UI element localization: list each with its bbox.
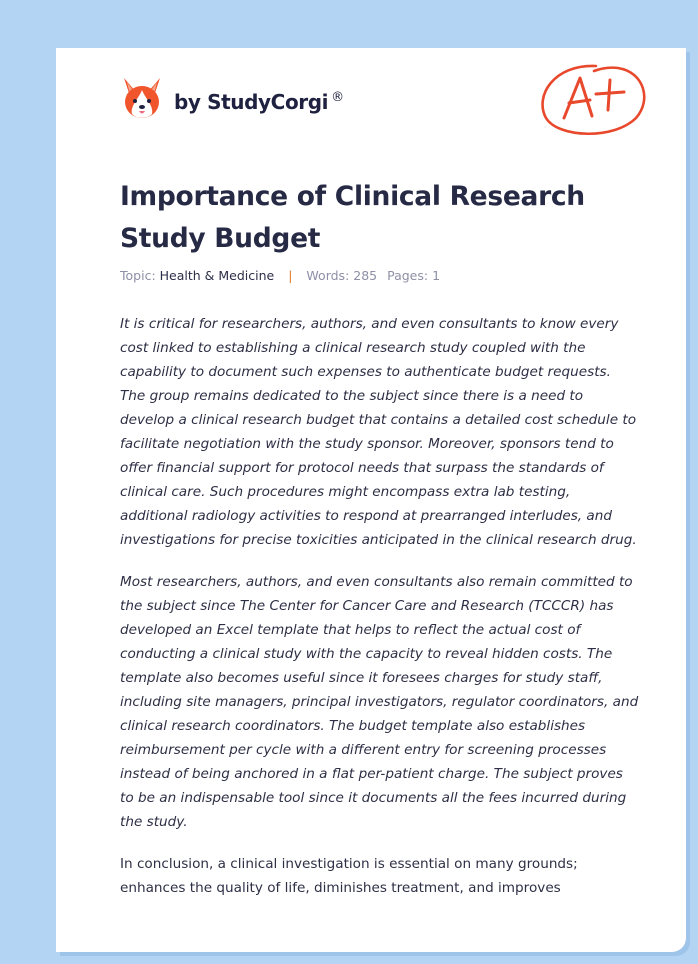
studycorgi-logo[interactable] bbox=[120, 74, 344, 124]
topic-link[interactable]: Health & Medicine bbox=[159, 268, 275, 283]
corgi-icon bbox=[120, 76, 164, 122]
words-count: 285 bbox=[353, 268, 378, 283]
pages-label: Pages: bbox=[387, 268, 429, 283]
meta-separator: | bbox=[288, 268, 293, 283]
essay-meta bbox=[120, 268, 440, 283]
paragraph: It is critical for researchers, authors, and even consultants to know every cost linked to establishing a clinical research study coupled with the capability to document such expenses to authenticate budget requests. The group remains dedicated to the subject since there is a need to develop a clinical research budget that contains a detailed cost schedule to facilitate negotiation with the study sponsor. Moreover, sponsors tend to offer financial support for protocol needs that surpass the standards of clinical care. Such procedures might encompass extra lab testing, additional radiology activities to respond at prearranged interludes, and investigations for precise toxicities anticipated in the clinical research drug. bbox=[120, 316, 637, 548]
paragraph: Most researchers, authors, and even consultants also remain committed to the subject since The Center for Cancer Care and Research (TCCCR) has developed an Excel template that helps to reflect the actual cost of conducting a clinical study with the capacity to reveal hidden costs. The template also becomes useful since it foresees charges for study staff, including site managers, principal investigators, regulator coordinators, and clinical research coordinators. The budget template also establishes reimbursement per cycle with a different entry for screening processes instead of being anchored in a flat per-patient charge. The subject proves to be an indispensable tool since it documents all the fees incurred during the study. bbox=[120, 574, 639, 830]
page-title: Importance of Clinical Research Study Budget bbox=[120, 181, 585, 254]
brand-name: by StudyCorgi ® bbox=[174, 90, 344, 114]
essay-body bbox=[120, 312, 640, 918]
paragraph: In conclusion, a clinical investigation is essential on many grounds; enhances the quality of life, diminishes treatment, and improves bbox=[120, 856, 578, 896]
essay-page bbox=[56, 48, 686, 952]
pages-count: 1 bbox=[432, 268, 441, 283]
topic-label: Topic: bbox=[120, 268, 156, 283]
a-plus-grade-icon bbox=[536, 56, 650, 140]
words-label: Words: bbox=[306, 268, 350, 283]
